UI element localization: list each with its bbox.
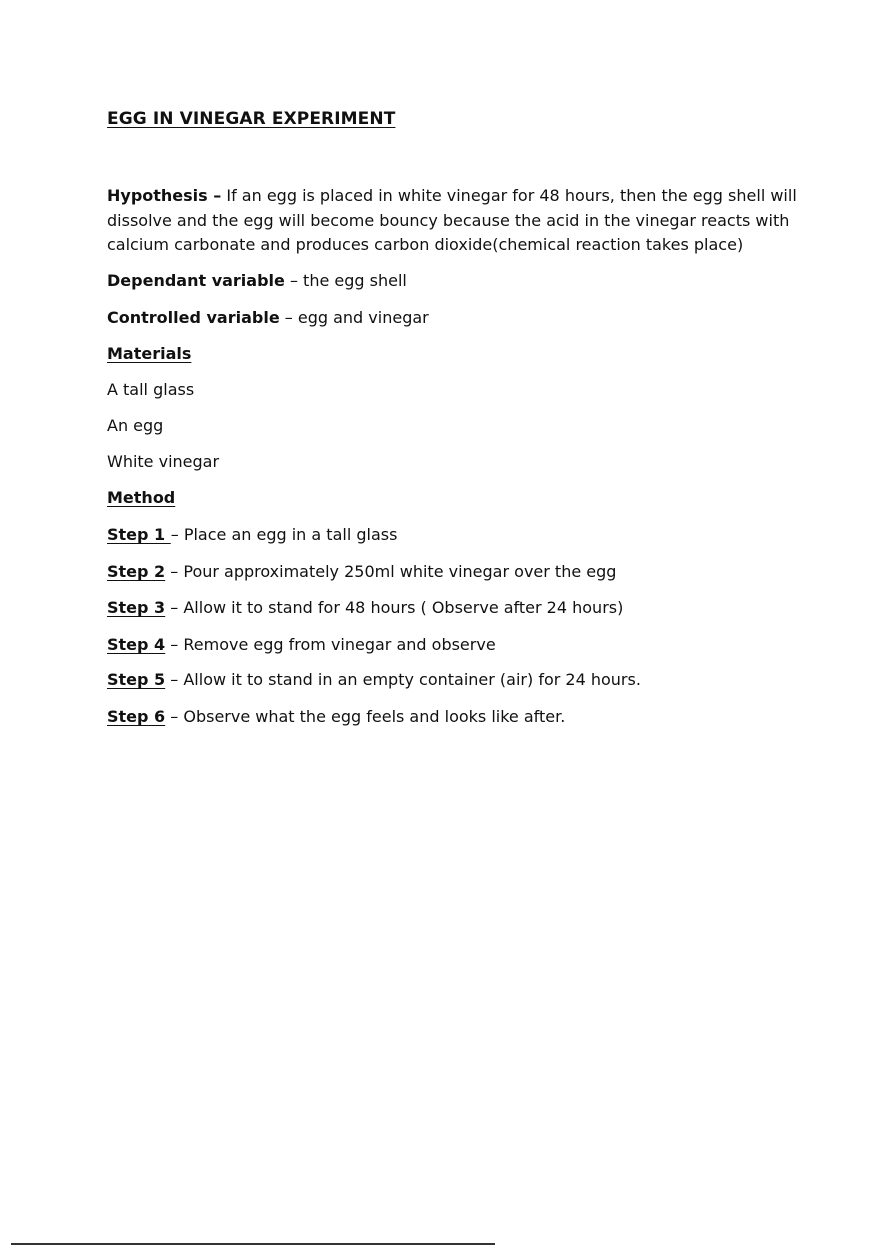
method-step-3 (107, 596, 623, 620)
material-item: A tall glass (107, 380, 195, 399)
dependant-variable-label: Dependant variable (107, 271, 285, 290)
materials-heading: Materials (107, 344, 192, 363)
footer-divider (11, 1243, 495, 1245)
step-text: – Observe what the egg feels and looks like after. (165, 707, 566, 726)
hypothesis-line-2: dissolve and the egg will become bouncy because the acid in the vinegar reacts with (107, 210, 790, 230)
method-step-5 (107, 668, 641, 692)
step-label: Step 4 (107, 635, 166, 654)
controlled-variable-value: – egg and vinegar (279, 308, 429, 327)
step-text: – Remove egg from vinegar and observe (165, 635, 496, 654)
method-step-4 (107, 633, 496, 657)
dependant-variable-value: – the egg shell (284, 271, 407, 290)
step-label: Step 5 (107, 670, 166, 689)
step-label: Step 6 (107, 707, 166, 726)
material-item: An egg (107, 416, 164, 435)
step-text: – Allow it to stand in an empty container (air) for 24 hours. (165, 670, 641, 689)
hypothesis-line-1 (107, 184, 797, 209)
step-text: – Allow it to stand for 48 hours ( Observe after 24 hours) (165, 598, 624, 617)
method-step-6 (107, 705, 565, 729)
controlled-variable (107, 306, 429, 330)
hypothesis-line-3: calcium carbonate and produces carbon dioxide(chemical reaction takes place) (107, 235, 744, 254)
step-text: – Pour approximately 250ml white vinegar over the egg (165, 562, 617, 581)
hypothesis-paragraph (107, 184, 797, 258)
hypothesis-text: If an egg is placed in white vinegar for 48 hours, then the egg shell will (221, 186, 797, 205)
hypothesis-label: Hypothesis – (107, 186, 222, 205)
method-step-2 (107, 560, 616, 584)
material-item: White vinegar (107, 452, 220, 471)
step-label: Step 2 (107, 562, 166, 581)
controlled-variable-label: Controlled variable (107, 308, 280, 327)
document-title: EGG IN VINEGAR EXPERIMENT (107, 109, 396, 129)
method-step-1 (107, 523, 397, 547)
step-label: Step 3 (107, 598, 166, 617)
step-label: Step 1 (107, 525, 171, 544)
step-text: – Place an egg in a tall glass (170, 525, 398, 544)
method-heading: Method (107, 488, 176, 507)
dependant-variable (107, 269, 407, 293)
